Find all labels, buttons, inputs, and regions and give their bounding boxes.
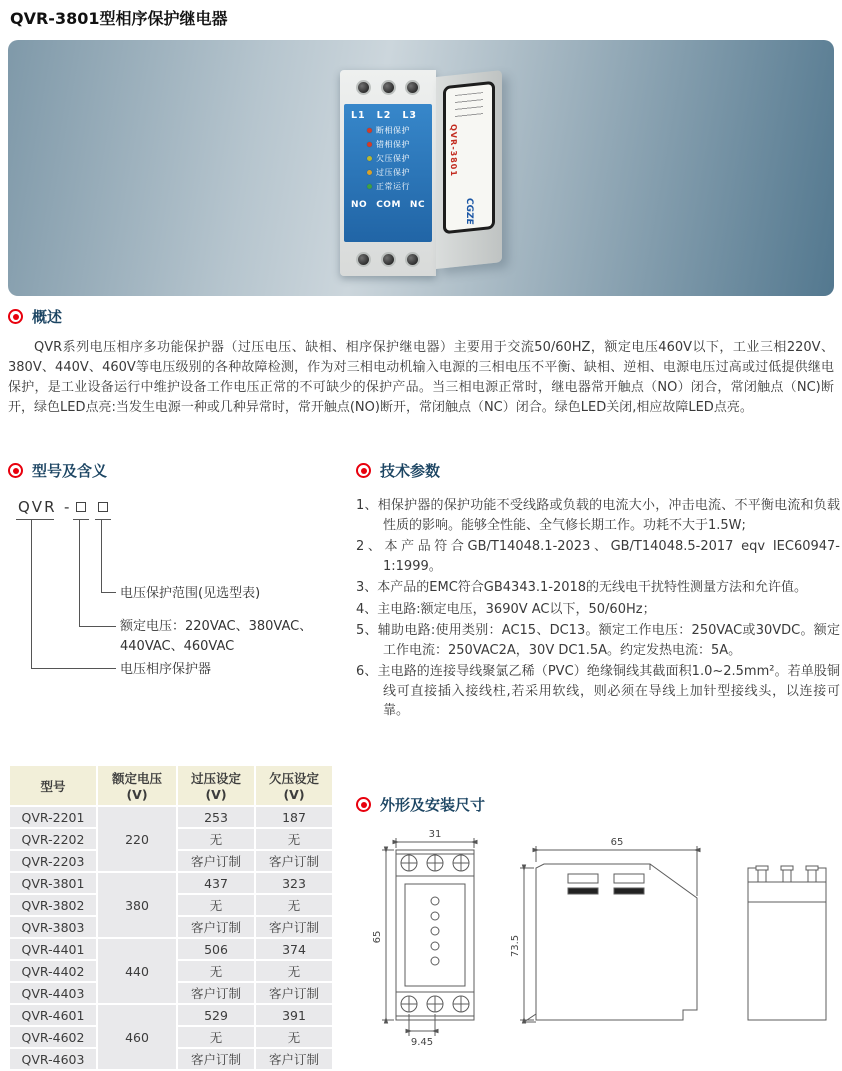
model-label-voltage: 额定电压：220VAC、380VAC、440VAC、460VAC bbox=[120, 619, 313, 654]
cell-overvoltage: 无 bbox=[177, 828, 255, 850]
terminal-screws-bottom bbox=[340, 242, 436, 276]
phase-label: L1 bbox=[351, 110, 366, 121]
table-row bbox=[9, 1004, 333, 1026]
cell-model: QVR-4601 bbox=[9, 1004, 97, 1026]
dim-front-width: 31 bbox=[428, 829, 442, 840]
section-bullet-icon bbox=[8, 463, 23, 478]
cell-undervoltage: 无 bbox=[255, 828, 333, 850]
cell-model: QVR-3803 bbox=[9, 916, 97, 938]
table-row bbox=[9, 938, 333, 960]
tech-param-item: 4、主电路:额定电压，3690V AC以下，50/60Hz； bbox=[356, 601, 656, 617]
cell-undervoltage: 客户订制 bbox=[255, 982, 333, 1004]
cell-overvoltage: 437 bbox=[177, 872, 255, 894]
diagram-line bbox=[101, 520, 102, 592]
cell-model: QVR-4403 bbox=[9, 982, 97, 1004]
brand-logo: CGZE bbox=[464, 197, 474, 226]
table-header-cell: 过压设定(V) bbox=[177, 765, 255, 806]
dim-side-width: 65 bbox=[610, 837, 624, 848]
top-view-drawing bbox=[748, 866, 826, 1020]
screw-icon bbox=[405, 80, 420, 95]
model-code-box bbox=[76, 502, 86, 512]
table-header-cell: 欠压设定(V) bbox=[255, 765, 333, 806]
device-side-face bbox=[436, 70, 502, 269]
contact-label: COM bbox=[376, 200, 401, 210]
contact-label: NO bbox=[351, 200, 368, 210]
model-code-diagram bbox=[10, 498, 354, 716]
section-model-meaning bbox=[8, 460, 107, 481]
diagram-line bbox=[16, 519, 54, 520]
led-dot-icon bbox=[367, 170, 372, 175]
tech-param-item: 1、相保护器的保护功能不受线路或负载的电流大小，冲击电流、不平衡电流和负载性质的影响。能够全性能、全气修长期工作。功耗不大于1.5W; bbox=[356, 498, 840, 533]
cell-model: QVR-4602 bbox=[9, 1026, 97, 1048]
cell-undervoltage: 无 bbox=[255, 1026, 333, 1048]
tech-param-item: 2、本产品符合GB/T14048.1-2023、GB/T14048.5-2017 eqv IEC60947-1:1999。 bbox=[356, 539, 840, 574]
cell-model: QVR-3801 bbox=[9, 872, 97, 894]
cell-undervoltage: 客户订制 bbox=[255, 850, 333, 872]
overview-paragraph: QVR系列电压相序多功能保护器（过压电压、缺相、相序保护继电器）主要用于交流50/60HZ，额定电压460V以下，工业三相220V、380V、440V、460V等电压级别的各种故障检测，作为对三相电动机输入电源的三相电压不平衡、缺相、逆相、电源电压过高或过低提供继电保护，是工业设备运行中维护设备工作电压正常的不可缺少的保护产品。当三相电源正常时，继电器常开触点（NO）闭合，常闭触点（NC)断开，绿色LED点亮:当发生电源一种或几种异常时，常开触点(NO)断开，常闭触点（NC）闭合。绿色LED关闭,相应故障LED点亮。 bbox=[8, 340, 834, 415]
screw-icon bbox=[381, 252, 396, 267]
table-row bbox=[9, 806, 333, 828]
side-label-model: QVR-3801 bbox=[449, 123, 458, 178]
model-selection-table bbox=[8, 764, 334, 1071]
cell-overvoltage: 506 bbox=[177, 938, 255, 960]
product-banner bbox=[8, 40, 834, 296]
cell-overvoltage: 253 bbox=[177, 806, 255, 828]
tech-param-item: 3、本产品的EMC符合GB4343.1-2018的无线电干扰特性测量方法和允许值。 bbox=[356, 580, 808, 595]
cell-rated-voltage: 220 bbox=[97, 806, 177, 872]
phase-label: L3 bbox=[402, 110, 418, 121]
tech-param-item: 6、主电路的连接导线聚氯乙稀（PVC）绝缘铜线其截面积1.0~2.5mm²。若单股铜线可直接插入接线柱,若采用软线，则必须在导线上加针型接线头，以连接可靠。 bbox=[356, 664, 840, 718]
led-indicator bbox=[367, 139, 425, 150]
cell-undervoltage: 374 bbox=[255, 938, 333, 960]
dim-side-height: 73.5 bbox=[510, 934, 521, 958]
cell-overvoltage: 无 bbox=[177, 894, 255, 916]
cell-model: QVR-2202 bbox=[9, 828, 97, 850]
led-indicator bbox=[367, 153, 425, 164]
led-label: 正常运行 bbox=[376, 182, 410, 191]
page-title: QVR-3801型相序保护继电器 bbox=[10, 9, 228, 28]
cell-rated-voltage: 380 bbox=[97, 872, 177, 938]
table-row bbox=[9, 872, 333, 894]
diagram-line bbox=[79, 520, 80, 626]
led-label: 错相保护 bbox=[376, 140, 410, 149]
cell-undervoltage: 无 bbox=[255, 894, 333, 916]
cell-overvoltage: 客户订制 bbox=[177, 982, 255, 1004]
led-dot-icon bbox=[367, 128, 372, 133]
section-bullet-icon bbox=[8, 309, 23, 324]
side-view-drawing bbox=[520, 846, 697, 1022]
led-indicator bbox=[367, 181, 425, 192]
model-label-range: 电压保护范围(见选型表) bbox=[120, 586, 261, 601]
phase-terminal-labels bbox=[351, 110, 425, 121]
cell-undervoltage: 客户订制 bbox=[255, 1048, 333, 1070]
model-separator: - bbox=[64, 498, 70, 516]
section-tech-params bbox=[356, 460, 440, 481]
outline-dimension-drawing bbox=[356, 824, 840, 1050]
cell-model: QVR-4401 bbox=[9, 938, 97, 960]
led-dot-icon bbox=[367, 156, 372, 161]
cell-model: QVR-4402 bbox=[9, 960, 97, 982]
cell-rated-voltage: 440 bbox=[97, 938, 177, 1004]
section-title-model: 型号及含义 bbox=[32, 462, 108, 480]
led-label: 断相保护 bbox=[376, 126, 410, 135]
cell-undervoltage: 客户订制 bbox=[255, 916, 333, 938]
diagram-line bbox=[79, 626, 116, 627]
cell-overvoltage: 客户订制 bbox=[177, 916, 255, 938]
section-bullet-icon bbox=[356, 797, 371, 812]
cell-overvoltage: 无 bbox=[177, 960, 255, 982]
section-title-tech: 技术参数 bbox=[380, 462, 441, 480]
table-header-row bbox=[9, 765, 333, 806]
cell-undervoltage: 391 bbox=[255, 1004, 333, 1026]
model-code-box bbox=[98, 502, 108, 512]
cell-rated-voltage: 460 bbox=[97, 1004, 177, 1070]
model-prefix: QVR bbox=[18, 498, 57, 516]
section-dimensions bbox=[356, 794, 485, 815]
screw-icon bbox=[356, 80, 371, 95]
cell-model: QVR-3802 bbox=[9, 894, 97, 916]
cell-undervoltage: 323 bbox=[255, 872, 333, 894]
screw-icon bbox=[356, 252, 371, 267]
led-indicator-list bbox=[351, 125, 425, 192]
screw-icon bbox=[405, 252, 420, 267]
cell-model: QVR-2201 bbox=[9, 806, 97, 828]
section-title-dimensions: 外形及安装尺寸 bbox=[380, 796, 486, 814]
front-view-drawing bbox=[382, 838, 474, 1036]
led-indicator bbox=[367, 125, 425, 136]
section-title-overview: 概述 bbox=[32, 308, 63, 326]
diagram-line bbox=[73, 519, 89, 520]
led-dot-icon bbox=[367, 142, 372, 147]
model-label-product: 电压相序保护器 bbox=[120, 662, 212, 677]
table-header-cell: 型号 bbox=[9, 765, 97, 806]
cell-overvoltage: 529 bbox=[177, 1004, 255, 1026]
cell-undervoltage: 187 bbox=[255, 806, 333, 828]
relay-contact-labels bbox=[351, 200, 425, 210]
device-side-label bbox=[443, 81, 495, 234]
terminal-screws-top bbox=[340, 70, 436, 104]
section-bullet-icon bbox=[356, 463, 371, 478]
phase-label: L2 bbox=[376, 110, 392, 121]
tech-param-item: 5、辅助电路:使用类别：AC15、DC13。额定工作电压：250VAC或30VDC。额定工作电流：250VAC2A，30V DC1.5A。约定发热电流：5A。 bbox=[356, 623, 840, 658]
cell-overvoltage: 客户订制 bbox=[177, 850, 255, 872]
table-header-cell: 额定电压(V) bbox=[97, 765, 177, 806]
cell-overvoltage: 无 bbox=[177, 1026, 255, 1048]
tech-param-list bbox=[356, 496, 840, 723]
contact-label: NC bbox=[409, 200, 426, 210]
cell-overvoltage: 客户订制 bbox=[177, 1048, 255, 1070]
device-blue-panel bbox=[344, 104, 432, 242]
dim-terminal-pitch: 9.45 bbox=[410, 1037, 434, 1048]
diagram-line bbox=[101, 592, 116, 593]
device-front-face bbox=[340, 70, 436, 276]
led-label: 欠压保护 bbox=[376, 154, 410, 163]
diagram-line bbox=[31, 520, 32, 668]
dim-front-height: 65 bbox=[372, 930, 383, 944]
led-dot-icon bbox=[367, 184, 372, 189]
diagram-line bbox=[31, 668, 116, 669]
product-photo bbox=[340, 68, 516, 282]
cell-model: QVR-4603 bbox=[9, 1048, 97, 1070]
screw-icon bbox=[381, 80, 396, 95]
diagram-line bbox=[95, 519, 111, 520]
cell-model: QVR-2203 bbox=[9, 850, 97, 872]
cell-undervoltage: 无 bbox=[255, 960, 333, 982]
led-label: 过压保护 bbox=[376, 168, 410, 177]
led-indicator bbox=[367, 167, 425, 178]
section-overview bbox=[8, 306, 62, 327]
